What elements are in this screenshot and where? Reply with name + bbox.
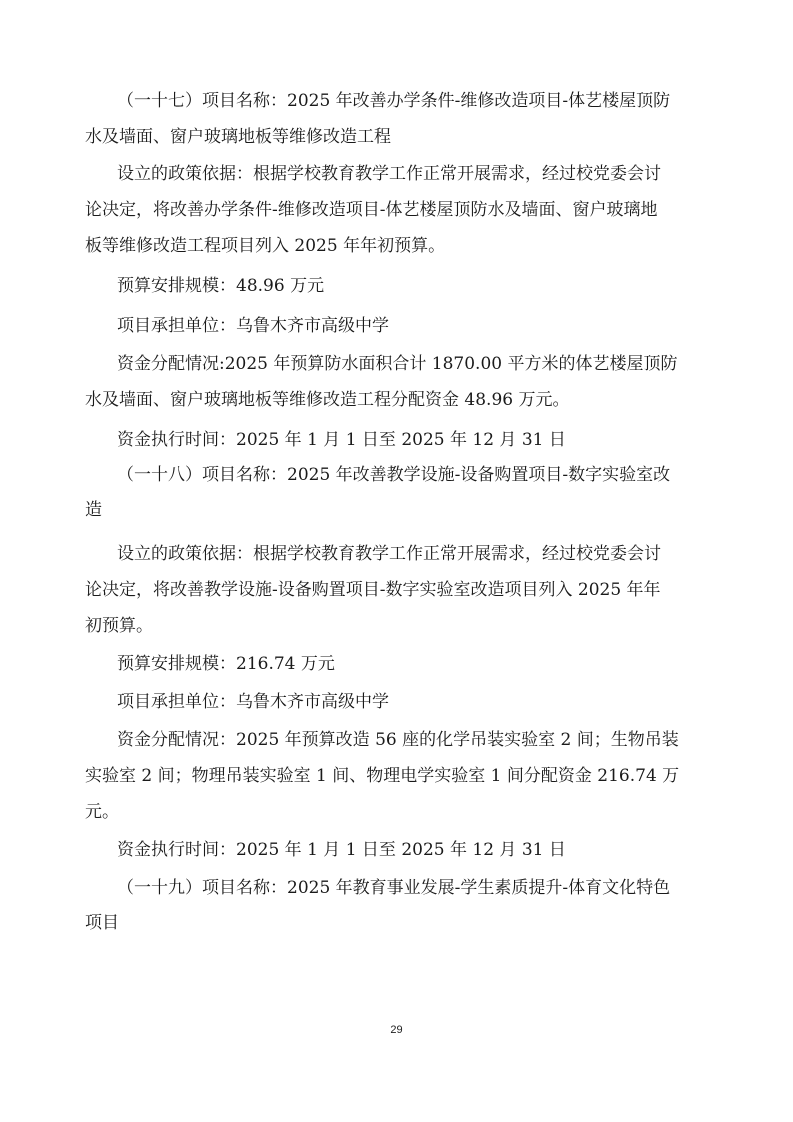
fund-allocation-17-line-1: 资金分配情况:2025 年预算防水面积合计 1870.00 平方米的体艺楼屋顶防 [117, 354, 678, 374]
policy-basis-18-line-3: 初预算。 [85, 616, 153, 636]
budget-scale-18: 预算安排规模：216.74 万元 [117, 654, 335, 674]
heading-project-19-line-1: （一十九）项目名称：2025 年教育事业发展-学生素质提升-体育文化特色 [117, 878, 671, 898]
undertaking-unit-18: 项目承担单位：乌鲁木齐市高级中学 [117, 692, 389, 712]
heading-project-18-line-2: 造 [85, 500, 102, 520]
fund-allocation-18-line-3: 元。 [85, 802, 119, 822]
policy-basis-17-line-3: 板等维修改造工程项目列入 2025 年年初预算。 [85, 236, 446, 256]
fund-allocation-18-line-1: 资金分配情况：2025 年预算改造 56 座的化学吊装实验室 2 间；生物吊装 [117, 730, 679, 750]
heading-project-18-line-1: （一十八）项目名称：2025 年改善教学设施-设备购置项目-数字实验室改 [117, 465, 671, 485]
policy-basis-18-line-1: 设立的政策依据：根据学校教育教学工作正常开展需求，经过校党委会讨 [117, 544, 661, 564]
heading-project-17-line-1: （一十七）项目名称：2025 年改善办学条件-维修改造项目-体艺楼屋顶防 [117, 91, 671, 111]
undertaking-unit-17: 项目承担单位：乌鲁木齐市高级中学 [117, 316, 389, 336]
heading-project-19-line-2: 项目 [85, 913, 119, 933]
heading-project-17-line-2: 水及墙面、窗户玻璃地板等维修改造工程 [85, 127, 391, 147]
policy-basis-18-line-2: 论决定，将改善教学设施-设备购置项目-数字实验室改造项目列入 2025 年年 [85, 580, 661, 600]
fund-allocation-18-line-2: 实验室 2 间；物理吊装实验室 1 间、物理电学实验室 1 间分配资金 216.74 万 [85, 766, 680, 786]
page-number: 29 [390, 1024, 403, 1036]
budget-scale-17: 预算安排规模：48.96 万元 [117, 276, 325, 296]
execution-time-17: 资金执行时间：2025 年 1 月 1 日至 2025 年 12 月 31 日 [117, 430, 566, 450]
execution-time-18: 资金执行时间：2025 年 1 月 1 日至 2025 年 12 月 31 日 [117, 840, 566, 860]
policy-basis-17-line-2: 论决定，将改善办学条件-维修改造项目-体艺楼屋顶防水及墙面、窗户玻璃地 [85, 200, 658, 220]
fund-allocation-17-line-2: 水及墙面、窗户玻璃地板等维修改造工程分配资金 48.96 万元。 [85, 390, 570, 410]
policy-basis-17-line-1: 设立的政策依据：根据学校教育教学工作正常开展需求，经过校党委会讨 [117, 164, 661, 184]
